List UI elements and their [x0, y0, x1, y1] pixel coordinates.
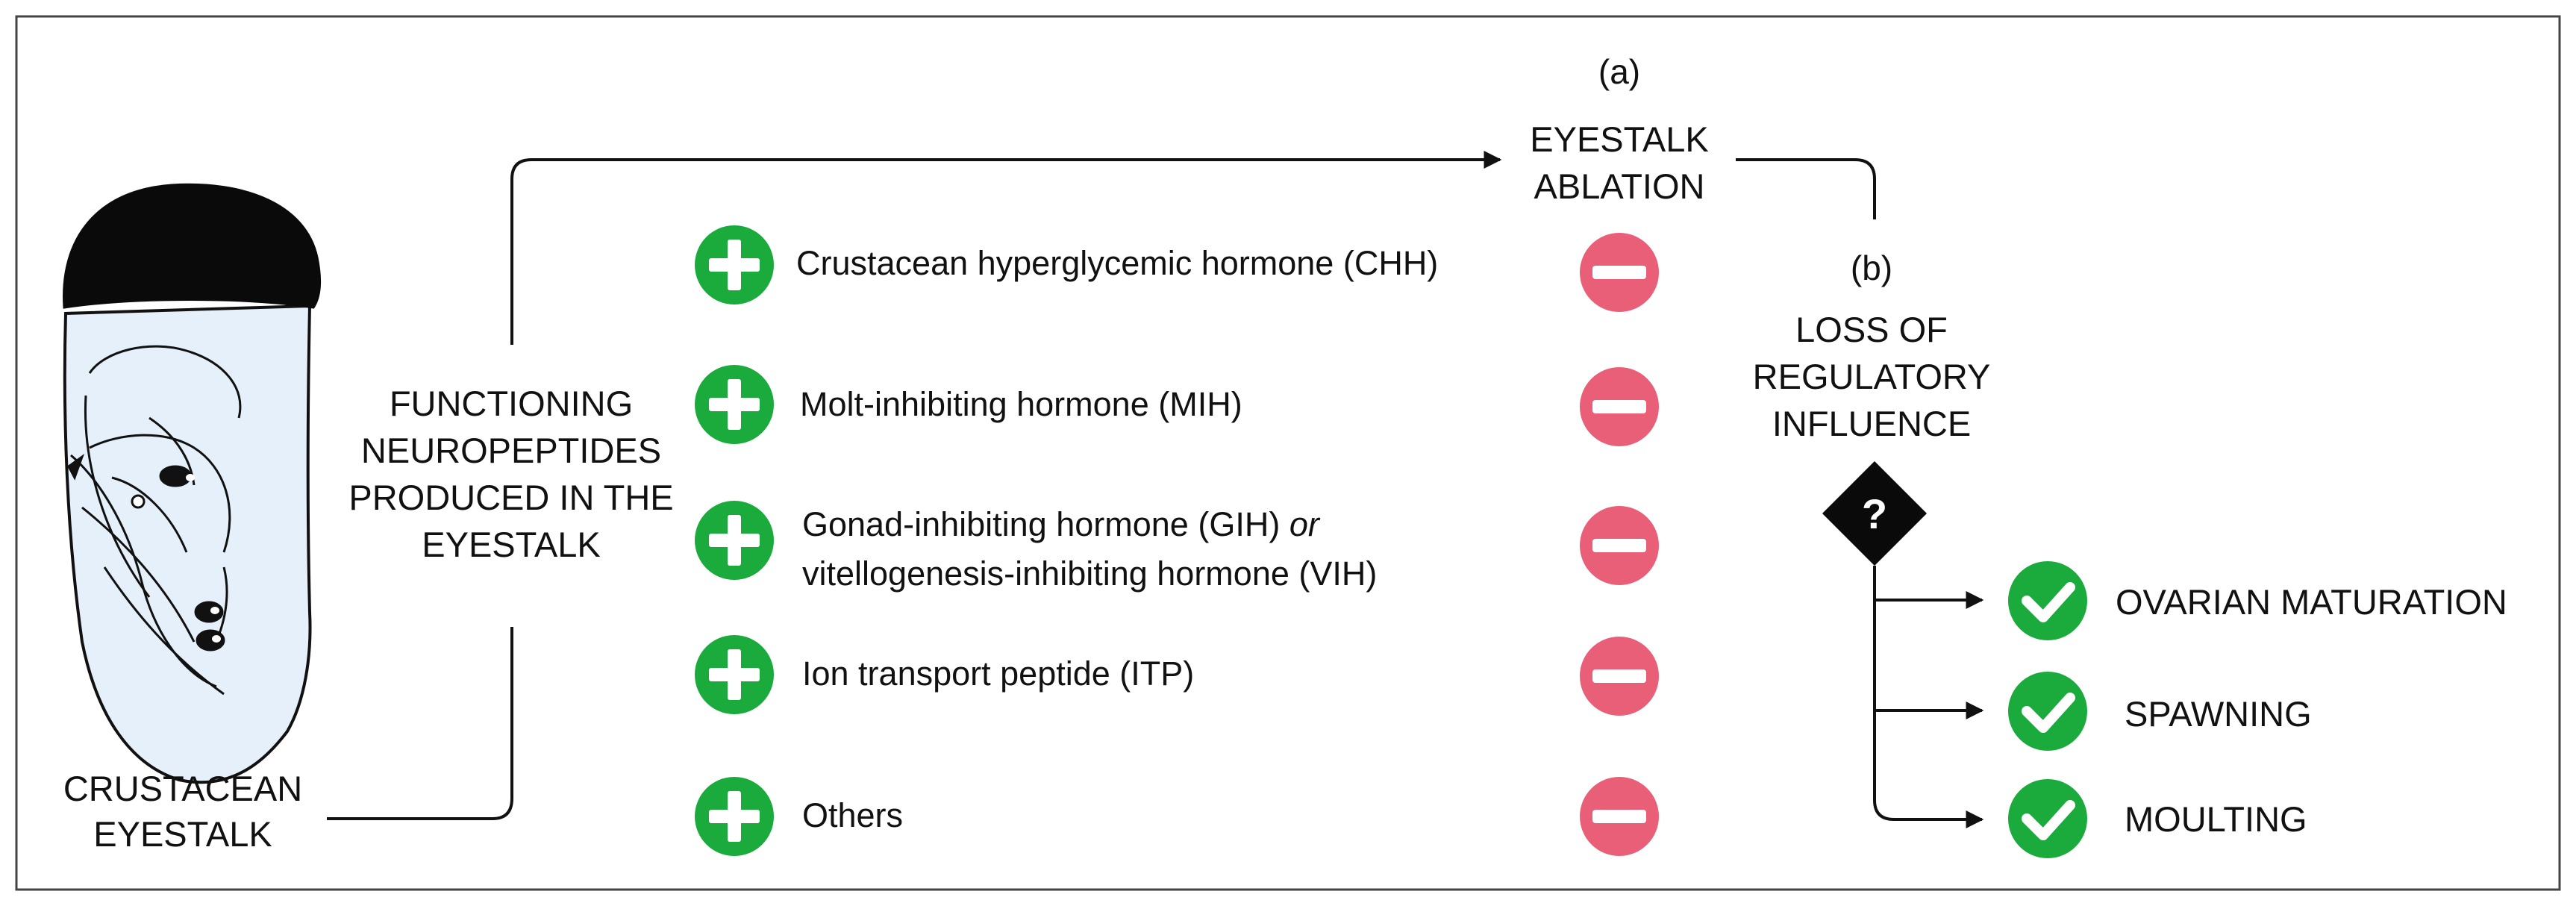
minus-icon [1580, 637, 1659, 716]
connector-ablation-to-loss [1736, 160, 1875, 219]
minus-icon [1580, 506, 1659, 585]
neuropeptides-label-line3: PRODUCED IN THE [348, 478, 674, 517]
outcome-label: MOULTING [2125, 799, 2307, 839]
plus-icon [695, 501, 774, 580]
plus-icon [695, 225, 774, 304]
outcome-label: OVARIAN MATURATION [2116, 582, 2507, 622]
neuropeptide-row [695, 225, 1659, 312]
neuropeptide-row [695, 777, 1659, 856]
step-a-line1: EYESTALK [1530, 119, 1709, 159]
plus-icon [695, 777, 774, 856]
check-icon [2008, 779, 2087, 858]
step-b-line2: REGULATORY [1752, 357, 1991, 396]
neuropeptide-name-line2: vitellogenesis-inhibiting hormone (VIH) [802, 554, 1378, 593]
minus-icon [1580, 367, 1659, 446]
neuropeptides-label-line1: FUNCTIONING [389, 384, 634, 423]
minus-icon [1580, 777, 1659, 856]
neuropeptide-name [802, 505, 1321, 543]
neuropeptide-name-part: Gonad-inhibiting hormone (GIH) [802, 505, 1281, 543]
neuropeptide-name-em: or [1289, 505, 1319, 543]
outcome-item [2008, 779, 2307, 858]
step-b-tag: (b) [1850, 249, 1893, 287]
diamond-question-icon [1822, 461, 1927, 566]
plus-icon [695, 365, 774, 444]
eyestalk-label-line2: EYESTALK [93, 814, 272, 854]
eyestalk-cap [64, 184, 320, 307]
check-icon [2008, 561, 2087, 640]
neuropeptide-row [695, 365, 1659, 446]
neuropeptide-row [695, 635, 1659, 716]
step-a-tag: (a) [1598, 52, 1641, 91]
neuropeptide-name: Crustacean hyperglycemic hormone (CHH) [796, 244, 1439, 282]
step-b-line3: INFLUENCE [1772, 404, 1972, 443]
eyestalk-label-line1: CRUSTACEAN [63, 769, 303, 808]
check-icon [2008, 672, 2087, 751]
neuropeptides-label-line2: NEUROPEPTIDES [360, 431, 662, 470]
neuropeptide-row [695, 501, 1659, 593]
eyestalk-body [65, 306, 310, 782]
neuropeptides-label-line4: EYESTALK [422, 525, 601, 564]
minus-icon [1580, 233, 1659, 312]
neuropeptide-name: Molt-inhibiting hormone (MIH) [800, 385, 1242, 423]
eyestalk-illustration [64, 184, 320, 782]
step-a-line2: ABLATION [1534, 166, 1705, 206]
plus-icon [695, 635, 774, 714]
step-b-line1: LOSS OF [1795, 310, 1948, 349]
decision-symbol: ? [1861, 490, 1888, 537]
neuropeptide-name: Ion transport peptide (ITP) [802, 654, 1195, 693]
neuropeptide-list [695, 225, 1659, 856]
outcome-item [2008, 672, 2312, 751]
connector-branches [1875, 566, 1982, 819]
outcome-label: SPAWNING [2125, 694, 2312, 734]
outcome-item [2008, 561, 2507, 640]
neuropeptide-name: Others [802, 796, 904, 834]
